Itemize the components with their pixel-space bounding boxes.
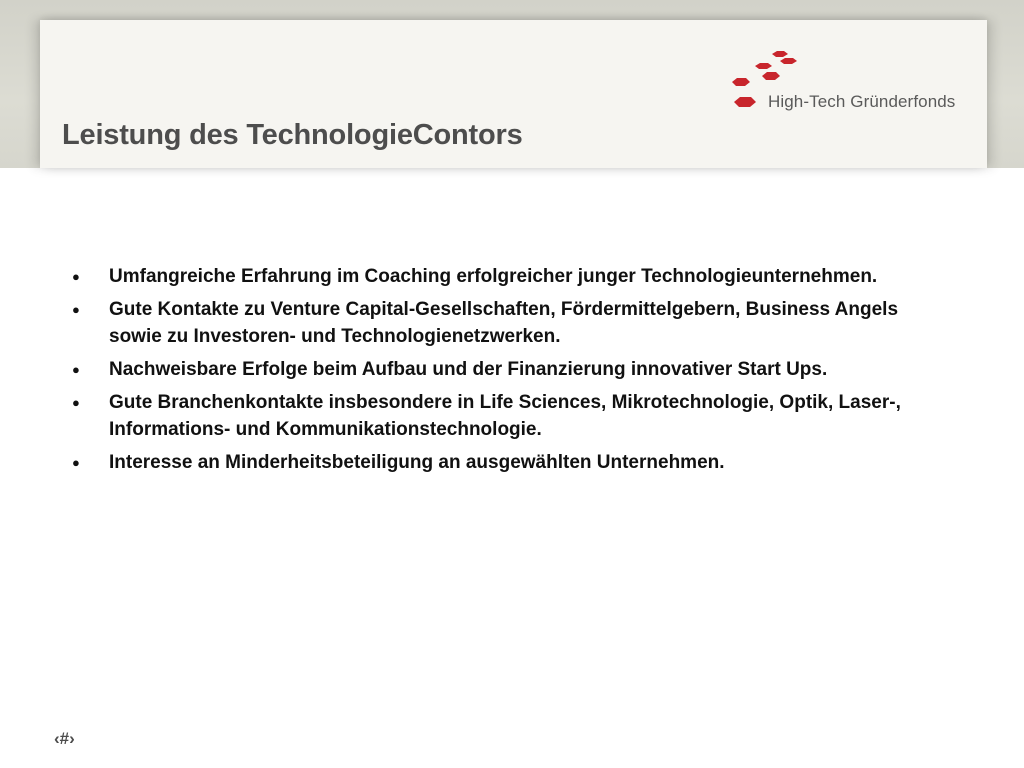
- bullet-text: Nachweisbare Erfolge beim Aufbau und der Finanzierung innovativer Start Ups.: [109, 359, 828, 380]
- bullet-icon: ●: [72, 269, 80, 284]
- logo-wordmark: High-Tech Gründerfonds: [768, 92, 956, 111]
- bullet-icon: ●: [72, 302, 80, 317]
- list-item: [70, 389, 930, 443]
- bullet-list: [70, 263, 930, 482]
- bullet-text: Interesse an Minderheitsbeteiligung an ausgewählten Unternehmen.: [109, 452, 725, 473]
- list-item: [70, 449, 930, 476]
- slide-number: ‹#›: [54, 729, 75, 748]
- bullet-text: Gute Kontakte zu Venture Capital-Gesellschaften, Fördermittelgebern, Business Angels sowie zu Investoren- und Technologienetzwerken.: [109, 299, 899, 347]
- high-tech-gruenderfonds-logo: [728, 48, 958, 118]
- bullet-text: Umfangreiche Erfahrung im Coaching erfolgreicher junger Technologieunternehmen.: [109, 266, 878, 287]
- bullet-icon: ●: [72, 362, 80, 377]
- list-item: [70, 296, 930, 350]
- bullet-text: Gute Branchenkontakte insbesondere in Life Sciences, Mikrotechnologie, Optik, Laser-, Informations- und Kommunikationstechnologie.: [109, 392, 901, 440]
- bullet-icon: ●: [72, 455, 80, 470]
- page-title: Leistung des TechnologieContors: [62, 119, 523, 151]
- bullet-icon: ●: [72, 395, 80, 410]
- list-item: [70, 263, 930, 290]
- list-item: [70, 356, 930, 383]
